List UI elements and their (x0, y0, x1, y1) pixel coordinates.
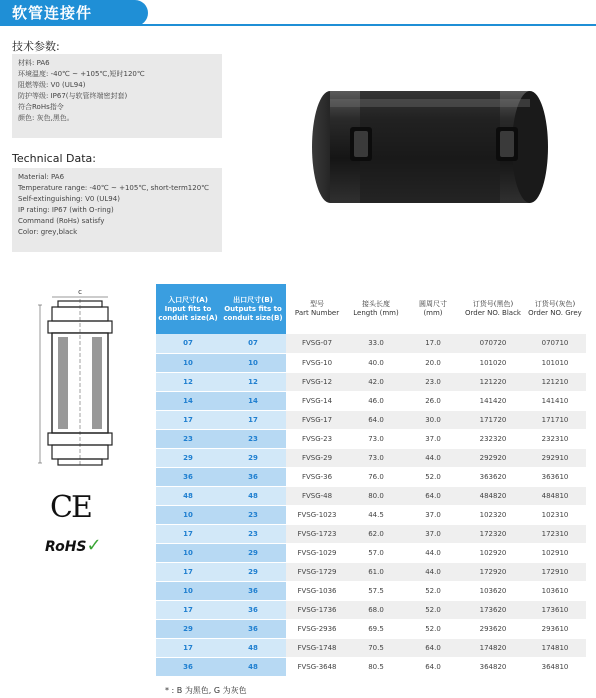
table-cell: 23 (220, 524, 286, 543)
table-row (156, 657, 586, 676)
table-cell: 73.0 (348, 429, 404, 448)
cn-spec-line: 环境温度: -40℃ ~ +105℃,短时120℃ (18, 70, 145, 78)
table-cell: 23 (156, 429, 220, 448)
rohs-label: RoHS (45, 539, 87, 555)
table-cell: 101010 (524, 353, 586, 372)
table-cell: 57.5 (348, 581, 404, 600)
table-cell: FVSG-3648 (286, 657, 348, 676)
table-row (156, 524, 586, 543)
table-cell: 20.0 (404, 353, 462, 372)
table-row (156, 543, 586, 562)
table-cell: 12 (156, 372, 220, 391)
table-cell: FVSG-23 (286, 429, 348, 448)
table-cell: 44.0 (404, 543, 462, 562)
table-cell: 172920 (462, 562, 524, 581)
table-cell: 29 (156, 619, 220, 638)
table-cell: 070710 (524, 334, 586, 353)
table-cell: 173620 (462, 600, 524, 619)
table-cell: FVSG-36 (286, 467, 348, 486)
table-row (156, 505, 586, 524)
table-cell: 44.0 (404, 448, 462, 467)
en-spec-line: Color: grey,black (18, 228, 78, 236)
table-cell: FVSG-07 (286, 334, 348, 353)
table-cell: 23 (220, 429, 286, 448)
table-cell: 102320 (462, 505, 524, 524)
table-cell: 102910 (524, 543, 586, 562)
table-cell: 69.5 (348, 619, 404, 638)
table-cell: 48 (220, 638, 286, 657)
table-cell: 48 (220, 657, 286, 676)
table-cell: 363620 (462, 467, 524, 486)
table-cell: 17 (220, 410, 286, 429)
table-cell: 174810 (524, 638, 586, 657)
table-cell: 29 (156, 448, 220, 467)
table-cell: FVSG-48 (286, 486, 348, 505)
table-cell: 52.0 (404, 581, 462, 600)
table-cell: 52.0 (404, 619, 462, 638)
en-section-heading: Technical Data: (12, 152, 96, 165)
table-cell: 70.5 (348, 638, 404, 657)
en-spec-line: IP rating: IP67 (with O-ring) (18, 206, 114, 214)
table-cell: FVSG-14 (286, 391, 348, 410)
table-cell: FVSG-1736 (286, 600, 348, 619)
product-photo (310, 85, 550, 215)
spec-table (156, 284, 586, 677)
footnote: * : B 为黑色, G 为灰色 (165, 686, 247, 695)
table-row (156, 619, 586, 638)
table-cell: 36 (156, 467, 220, 486)
table-cell: 484810 (524, 486, 586, 505)
table-cell: 36 (156, 657, 220, 676)
cn-spec-line: 颜色: 灰色,黑色。 (18, 114, 74, 122)
table-cell: 292920 (462, 448, 524, 467)
table-row (156, 486, 586, 505)
table-row (156, 600, 586, 619)
table-cell: 171710 (524, 410, 586, 429)
en-spec-line: Command (RoHs) satisfy (18, 217, 105, 225)
table-cell: 10 (156, 581, 220, 600)
en-spec-line: Self-extinguishing: V0 (UL94) (18, 195, 120, 203)
table-cell: 364810 (524, 657, 586, 676)
table-cell: 44.5 (348, 505, 404, 524)
table-cell: 80.5 (348, 657, 404, 676)
table-cell: 10 (156, 505, 220, 524)
table-cell: 37.0 (404, 505, 462, 524)
table-cell: 52.0 (404, 467, 462, 486)
table-row (156, 448, 586, 467)
table-cell: FVSG-1036 (286, 581, 348, 600)
table-cell: FVSG-1723 (286, 524, 348, 543)
table-cell: 36 (220, 600, 286, 619)
table-cell: 14 (156, 391, 220, 410)
table-cell: FVSG-17 (286, 410, 348, 429)
table-cell: 484820 (462, 486, 524, 505)
table-cell: 36 (220, 581, 286, 600)
rohs-mark (45, 535, 102, 556)
table-cell: FVSG-1029 (286, 543, 348, 562)
cn-section-heading: 技术参数: (12, 40, 60, 53)
table-cell: FVSG-1023 (286, 505, 348, 524)
table-cell: 121210 (524, 372, 586, 391)
table-cell: 141420 (462, 391, 524, 410)
table-cell: FVSG-10 (286, 353, 348, 372)
en-spec-box (12, 168, 222, 252)
table-cell: 10 (156, 353, 220, 372)
col-header-part: 型号 Part Number (286, 284, 348, 334)
table-cell: 29 (220, 448, 286, 467)
table-row (156, 429, 586, 448)
table-cell: FVSG-1729 (286, 562, 348, 581)
col-header-input: 入口尺寸(A) Input fits to conduit size(A) (156, 284, 220, 334)
table-cell: 103620 (462, 581, 524, 600)
table-cell: 07 (220, 334, 286, 353)
table-cell: 73.0 (348, 448, 404, 467)
cn-spec-line: 符合RoHs指令 (18, 103, 64, 111)
table-header-row (156, 284, 586, 334)
table-cell: 232310 (524, 429, 586, 448)
table-cell: 17 (156, 410, 220, 429)
ce-mark: CE (50, 490, 91, 525)
col-header-order-black: 订货号(黑色) Order NO. Black (462, 284, 524, 334)
dimension-label: c (78, 288, 82, 296)
table-cell: 76.0 (348, 467, 404, 486)
table-cell: 37.0 (404, 524, 462, 543)
table-cell: 42.0 (348, 372, 404, 391)
table-cell: 64.0 (348, 410, 404, 429)
table-cell: 10 (220, 353, 286, 372)
table-cell: 07 (156, 334, 220, 353)
table-cell: 172910 (524, 562, 586, 581)
cn-spec-line: 防护等级: IP67(与软管终端密封套) (18, 92, 128, 100)
col-header-circumference: 圆周尺寸 (mm) (404, 284, 462, 334)
table-cell: 44.0 (404, 562, 462, 581)
table-cell: 292910 (524, 448, 586, 467)
table-cell: 102310 (524, 505, 586, 524)
table-cell: 64.0 (404, 638, 462, 657)
table-cell: 172310 (524, 524, 586, 543)
table-row (156, 353, 586, 372)
table-row (156, 581, 586, 600)
table-cell: 30.0 (404, 410, 462, 429)
checkmark-icon: ✓ (86, 535, 102, 556)
table-cell: 17 (156, 562, 220, 581)
table-row (156, 410, 586, 429)
table-cell: FVSG-12 (286, 372, 348, 391)
table-cell: 173610 (524, 600, 586, 619)
table-cell: 64.0 (404, 486, 462, 505)
table-cell: 52.0 (404, 600, 462, 619)
table-row (156, 391, 586, 410)
cn-spec-line: 阻燃等级: V0 (UL94) (18, 81, 86, 89)
table-cell: 33.0 (348, 334, 404, 353)
table-cell: 102920 (462, 543, 524, 562)
table-cell: 363610 (524, 467, 586, 486)
cn-spec-line: 材料: PA6 (18, 59, 50, 67)
table-row (156, 334, 586, 353)
table-cell: 103610 (524, 581, 586, 600)
en-spec-line: Material: PA6 (18, 173, 65, 181)
table-cell: 232320 (462, 429, 524, 448)
table-cell: 171720 (462, 410, 524, 429)
table-cell: 172320 (462, 524, 524, 543)
table-cell: 64.0 (404, 657, 462, 676)
table-cell: 37.0 (404, 429, 462, 448)
table-cell: 29 (220, 562, 286, 581)
en-spec-line: Temperature range: -40℃ ~ +105℃, short-term120℃ (18, 184, 210, 192)
table-cell: 57.0 (348, 543, 404, 562)
table-cell: 29 (220, 543, 286, 562)
table-cell: 62.0 (348, 524, 404, 543)
table-cell: 61.0 (348, 562, 404, 581)
table-cell: 364820 (462, 657, 524, 676)
table-cell: 17.0 (404, 334, 462, 353)
table-cell: 17 (156, 524, 220, 543)
table-cell: 36 (220, 467, 286, 486)
table-cell: 10 (156, 543, 220, 562)
table-cell: 293610 (524, 619, 586, 638)
table-cell: 46.0 (348, 391, 404, 410)
table-cell: 40.0 (348, 353, 404, 372)
table-cell: 17 (156, 638, 220, 657)
table-cell: 17 (156, 600, 220, 619)
table-cell: 68.0 (348, 600, 404, 619)
table-cell: 12 (220, 372, 286, 391)
table-cell: 14 (220, 391, 286, 410)
col-header-output: 出口尺寸(B) Outputs fits to conduit size(B) (220, 284, 286, 334)
table-cell: 80.0 (348, 486, 404, 505)
table-cell: 121220 (462, 372, 524, 391)
table-cell: FVSG-2936 (286, 619, 348, 638)
table-cell: 101020 (462, 353, 524, 372)
table-row (156, 562, 586, 581)
col-header-order-grey: 订货号(灰色) Order NO. Grey (524, 284, 586, 334)
table-cell: 36 (220, 619, 286, 638)
cn-spec-box (12, 54, 222, 138)
table-row (156, 638, 586, 657)
col-header-length: 接头长度 Length (mm) (348, 284, 404, 334)
table-cell: 26.0 (404, 391, 462, 410)
table-cell: 293620 (462, 619, 524, 638)
table-cell: FVSG-29 (286, 448, 348, 467)
page-title: 软管连接件 (0, 0, 148, 26)
dimension-drawing (30, 285, 125, 475)
table-cell: 070720 (462, 334, 524, 353)
table-cell: 23 (220, 505, 286, 524)
table-cell: 141410 (524, 391, 586, 410)
table-row (156, 372, 586, 391)
table-cell: FVSG-1748 (286, 638, 348, 657)
table-cell: 48 (220, 486, 286, 505)
table-cell: 48 (156, 486, 220, 505)
title-divider (0, 24, 596, 26)
table-cell: 174820 (462, 638, 524, 657)
table-row (156, 467, 586, 486)
table-cell: 23.0 (404, 372, 462, 391)
